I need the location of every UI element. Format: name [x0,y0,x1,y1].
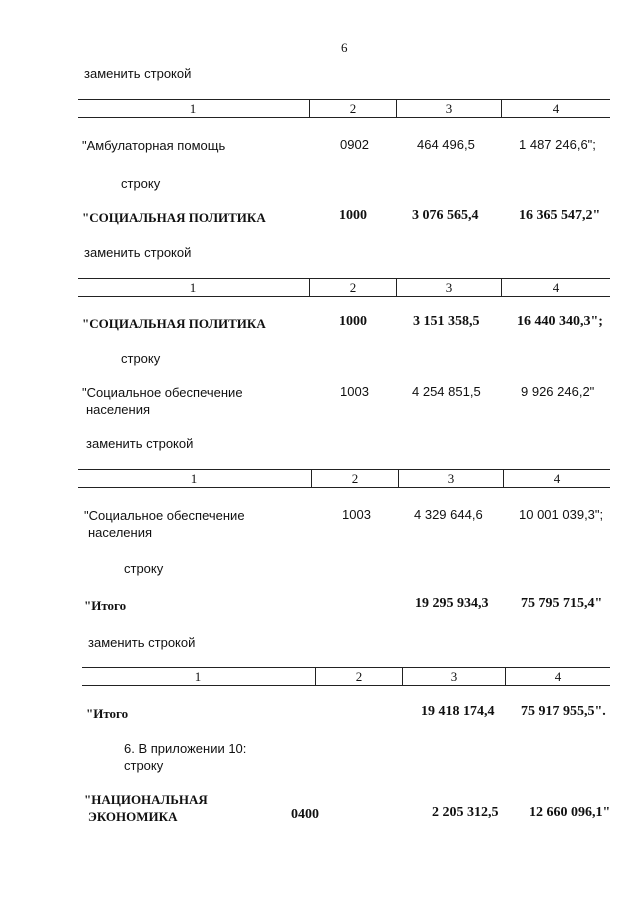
row-name: "Итого [86,706,129,721]
instruction-row: строку [124,561,164,576]
row-value-3: 2 205 312,5 [432,805,499,820]
column-header-2: 2 [351,471,359,486]
row-code: 1003 [340,384,369,399]
row-value-3: 3 151 358,5 [413,314,480,329]
row-name: "Итого [84,598,127,613]
row-name-line1: "Социальное обеспечение [84,508,245,523]
column-header-row [78,99,610,118]
row-value-4: 9 926 246,2" [521,384,595,399]
column-header-row [78,469,610,488]
row-value-4: 16 440 340,3"; [517,314,603,329]
row-name-line2: населения [88,525,153,540]
appendix-heading: 6. В приложении 10: [124,741,247,756]
row-code: 0400 [291,807,319,822]
row-name-line1: "Социальное обеспечение [82,385,243,400]
row-code: 1003 [342,507,371,522]
row-value-3: 4 329 644,6 [414,507,483,522]
row-value-4: 1 487 246,6"; [519,137,596,152]
column-header-4: 4 [553,471,561,486]
column-header-3: 3 [450,669,458,684]
instruction-row: строку [121,176,161,191]
row-value-3: 3 076 565,4 [412,208,479,223]
column-header-row [82,667,610,686]
instruction-replace: заменить строкой [84,245,192,260]
column-header-2: 2 [349,280,357,295]
row-value-3: 464 496,5 [417,137,475,152]
column-header-row [78,278,610,297]
column-header-2: 2 [355,669,363,684]
row-code: 1000 [339,208,367,223]
column-header-4: 4 [552,101,560,116]
column-header-3: 3 [445,101,453,116]
column-header-3: 3 [447,471,455,486]
row-value-4: 16 365 547,2" [519,208,601,223]
column-header-1: 1 [189,280,197,295]
row-value-3: 4 254 851,5 [412,384,481,399]
column-header-1: 1 [190,471,198,486]
row-name: "СОЦИАЛЬНАЯ ПОЛИТИКА [82,316,266,331]
row-name-line2: населения [86,402,151,417]
row-value-3: 19 295 934,3 [415,596,489,611]
row-code: 1000 [339,314,367,329]
row-name: "СОЦИАЛЬНАЯ ПОЛИТИКА [82,210,266,225]
row-name-line2: ЭКОНОМИКА [88,809,178,824]
row-value-4: 12 660 096,1" [529,805,611,820]
instruction-row: строку [124,758,164,773]
column-header-4: 4 [552,280,560,295]
row-value-4: 75 795 715,4" [521,596,603,611]
column-header-1: 1 [189,101,197,116]
column-header-2: 2 [349,101,357,116]
row-value-4: 10 001 039,3"; [519,507,604,522]
row-code: 0902 [340,137,369,152]
column-header-4: 4 [554,669,562,684]
row-name-line1: "НАЦИОНАЛЬНАЯ [84,792,208,807]
column-header-3: 3 [445,280,453,295]
column-header-1: 1 [194,669,202,684]
row-value-3: 19 418 174,4 [421,704,495,719]
instruction-replace: заменить строкой [84,66,192,81]
row-value-4: 75 917 955,5". [521,704,606,719]
instruction-replace: заменить строкой [86,436,194,451]
row-name: "Амбулаторная помощь [82,138,226,153]
page-number: 6 [341,40,348,55]
instruction-row: строку [121,351,161,366]
instruction-replace: заменить строкой [88,635,196,650]
